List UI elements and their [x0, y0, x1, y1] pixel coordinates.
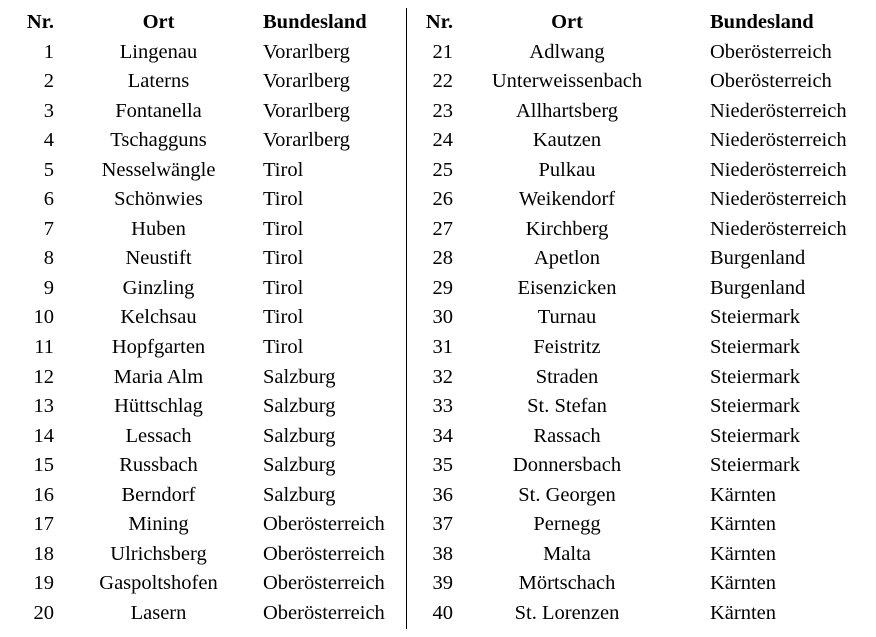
cell-nr: 2 — [43, 70, 54, 93]
cell-bundesland: Salzburg — [263, 424, 336, 447]
cell-nr: 24 — [432, 129, 453, 152]
cell-bundesland: Niederösterreich — [710, 158, 847, 181]
cell-ort: Apetlon — [533, 247, 601, 270]
table-row — [0, 510, 406, 540]
cell-nr: 11 — [34, 336, 54, 359]
cell-nr: 34 — [432, 424, 453, 447]
cell-ort: Fontanella — [115, 99, 202, 122]
cell-ort: Neustift — [125, 247, 192, 270]
header-bundesland: Bundesland — [710, 11, 814, 33]
column-divider — [406, 8, 407, 629]
cell-ort: Mining — [128, 513, 189, 536]
cell-ort: Kirchberg — [525, 217, 609, 240]
table-row — [408, 451, 876, 481]
cell-nr: 28 — [432, 247, 453, 270]
cell-bundesland: Oberösterreich — [710, 40, 832, 63]
header-row — [0, 8, 406, 38]
cell-bundesland: Niederösterreich — [710, 129, 847, 152]
cell-ort: Ulrichsberg — [110, 542, 207, 565]
cell-bundesland: Burgenland — [710, 276, 806, 299]
table-row — [0, 244, 406, 274]
header-ort: Ort — [142, 11, 175, 33]
cell-nr: 3 — [43, 99, 54, 122]
cell-bundesland: Vorarlberg — [263, 99, 350, 122]
table-row — [0, 156, 406, 186]
cell-bundesland: Steiermark — [710, 395, 800, 418]
cell-ort: St. Georgen — [518, 483, 616, 506]
table-row — [0, 38, 406, 68]
cell-ort: Laterns — [127, 70, 190, 93]
cell-ort: Mörtschach — [518, 572, 616, 595]
cell-ort: Hüttschlag — [114, 395, 203, 418]
cell-bundesland: Niederösterreich — [710, 188, 847, 211]
cell-bundesland: Vorarlberg — [263, 129, 350, 152]
cell-bundesland: Steiermark — [710, 454, 800, 477]
header-row — [408, 8, 876, 38]
cell-nr: 17 — [33, 513, 54, 536]
table-row — [0, 599, 406, 629]
cell-nr: 27 — [432, 217, 453, 240]
cell-ort: Turnau — [537, 306, 597, 329]
locations-table-right — [408, 8, 876, 628]
table-row — [0, 363, 406, 393]
table-row — [408, 510, 876, 540]
cell-ort: Ginzling — [122, 276, 195, 299]
cell-bundesland: Salzburg — [263, 454, 336, 477]
cell-nr: 6 — [43, 188, 54, 211]
cell-nr: 4 — [43, 129, 54, 152]
cell-nr: 25 — [432, 158, 453, 181]
table-row — [408, 126, 876, 156]
cell-ort: Eisenzicken — [517, 276, 617, 299]
table-row — [0, 540, 406, 570]
cell-bundesland: Vorarlberg — [263, 70, 350, 93]
table-row — [408, 274, 876, 304]
cell-ort: St. Lorenzen — [514, 601, 620, 624]
cell-ort: Lasern — [130, 601, 187, 624]
cell-nr: 29 — [432, 276, 453, 299]
cell-bundesland: Tirol — [263, 336, 304, 359]
cell-bundesland: Oberösterreich — [263, 572, 385, 595]
cell-nr: 35 — [432, 454, 453, 477]
cell-bundesland: Steiermark — [710, 365, 800, 388]
table-row — [0, 451, 406, 481]
cell-bundesland: Niederösterreich — [710, 217, 847, 240]
cell-ort: Huben — [131, 217, 186, 240]
cell-nr: 1 — [43, 40, 54, 63]
table-row — [0, 569, 406, 599]
cell-ort: Maria Alm — [113, 365, 204, 388]
cell-nr: 9 — [43, 276, 54, 299]
cell-bundesland: Vorarlberg — [263, 40, 350, 63]
cell-ort: Rassach — [533, 424, 601, 447]
cell-ort: Gaspoltshofen — [99, 572, 218, 595]
cell-nr: 30 — [432, 306, 453, 329]
cell-bundesland: Tirol — [263, 217, 304, 240]
cell-bundesland: Kärnten — [710, 572, 777, 595]
cell-nr: 13 — [33, 395, 54, 418]
cell-nr: 7 — [43, 217, 54, 240]
cell-ort: Lingenau — [119, 40, 198, 63]
cell-ort: Weikendorf — [518, 188, 616, 211]
cell-ort: Hopfgarten — [111, 336, 206, 359]
cell-bundesland: Steiermark — [710, 306, 800, 329]
cell-nr: 8 — [43, 247, 54, 270]
cell-bundesland: Oberösterreich — [263, 513, 385, 536]
table-row — [0, 422, 406, 452]
table-row — [408, 156, 876, 186]
cell-bundesland: Steiermark — [710, 424, 800, 447]
table-row — [0, 97, 406, 127]
cell-bundesland: Steiermark — [710, 336, 800, 359]
cell-nr: 16 — [33, 483, 54, 506]
cell-ort: Malta — [543, 542, 591, 565]
table-row — [0, 392, 406, 422]
cell-bundesland: Burgenland — [710, 247, 806, 270]
table-row — [408, 599, 876, 629]
cell-nr: 18 — [33, 542, 54, 565]
cell-bundesland: Oberösterreich — [263, 542, 385, 565]
table-row — [0, 333, 406, 363]
table-row — [408, 38, 876, 68]
cell-bundesland: Salzburg — [263, 395, 336, 418]
cell-nr: 26 — [432, 188, 453, 211]
cell-bundesland: Oberösterreich — [263, 601, 385, 624]
cell-bundesland: Tirol — [263, 306, 304, 329]
cell-nr: 33 — [432, 395, 453, 418]
cell-bundesland: Tirol — [263, 158, 304, 181]
table-row — [408, 569, 876, 599]
cell-nr: 22 — [432, 70, 453, 93]
table-row — [408, 67, 876, 97]
cell-ort: Donnersbach — [512, 454, 622, 477]
cell-nr: 36 — [432, 483, 453, 506]
cell-bundesland: Tirol — [263, 247, 304, 270]
cell-bundesland: Kärnten — [710, 601, 777, 624]
table-row — [0, 185, 406, 215]
cell-nr: 5 — [43, 158, 54, 181]
table-right-half — [408, 8, 876, 628]
cell-ort: Berndorf — [121, 483, 196, 506]
table-row — [408, 422, 876, 452]
cell-ort: Adlwang — [529, 40, 605, 63]
table-row — [408, 481, 876, 511]
cell-ort: Pulkau — [538, 158, 596, 181]
table-row — [0, 67, 406, 97]
cell-nr: 39 — [432, 572, 453, 595]
table-row — [0, 126, 406, 156]
table-row — [408, 185, 876, 215]
table-row — [0, 215, 406, 245]
cell-nr: 37 — [432, 513, 453, 536]
cell-ort: Pernegg — [533, 513, 601, 536]
cell-nr: 40 — [432, 601, 453, 624]
cell-bundesland: Salzburg — [263, 483, 336, 506]
cell-nr: 14 — [33, 424, 54, 447]
header-nr: Nr. — [26, 11, 54, 33]
cell-nr: 19 — [33, 572, 54, 595]
table-row — [408, 215, 876, 245]
cell-nr: 32 — [432, 365, 453, 388]
table-body-left — [0, 38, 406, 629]
cell-nr: 21 — [432, 40, 453, 63]
table-row — [408, 540, 876, 570]
cell-bundesland: Oberösterreich — [710, 70, 832, 93]
cell-ort: Tschagguns — [110, 129, 207, 152]
cell-nr: 12 — [33, 365, 54, 388]
cell-nr: 10 — [33, 306, 54, 329]
table-row — [408, 363, 876, 393]
header-nr: Nr. — [425, 11, 453, 33]
cell-ort: Feistritz — [533, 336, 601, 359]
cell-bundesland: Kärnten — [710, 483, 777, 506]
cell-ort: Unterweissenbach — [491, 70, 643, 93]
cell-bundesland: Salzburg — [263, 365, 336, 388]
table-row — [0, 481, 406, 511]
table-body-right — [408, 38, 876, 629]
cell-nr: 23 — [432, 99, 453, 122]
table-row — [408, 97, 876, 127]
cell-bundesland: Kärnten — [710, 513, 777, 536]
cell-nr: 38 — [432, 542, 453, 565]
cell-nr: 15 — [33, 454, 54, 477]
table-row — [0, 303, 406, 333]
cell-bundesland: Kärnten — [710, 542, 777, 565]
cell-ort: Lessach — [125, 424, 192, 447]
cell-bundesland: Niederösterreich — [710, 99, 847, 122]
table-left-half — [0, 8, 406, 628]
table-row — [408, 392, 876, 422]
locations-table-left — [0, 8, 406, 628]
cell-ort: St. Stefan — [527, 395, 607, 418]
table-row — [408, 303, 876, 333]
cell-nr: 20 — [33, 601, 54, 624]
cell-ort: Kautzen — [532, 129, 602, 152]
cell-ort: Allhartsberg — [515, 99, 619, 122]
cell-ort: Kelchsau — [120, 306, 197, 329]
cell-bundesland: Tirol — [263, 188, 304, 211]
cell-ort: Straden — [535, 365, 599, 388]
cell-bundesland: Tirol — [263, 276, 304, 299]
header-ort: Ort — [551, 11, 583, 33]
cell-ort: Russbach — [119, 454, 198, 477]
cell-ort: Schönwies — [114, 188, 203, 211]
cell-nr: 31 — [432, 336, 453, 359]
header-bundesland: Bundesland — [263, 11, 367, 33]
table-row — [408, 333, 876, 363]
table-row — [408, 244, 876, 274]
cell-ort: Nesselwängle — [101, 158, 216, 181]
table-row — [0, 274, 406, 304]
